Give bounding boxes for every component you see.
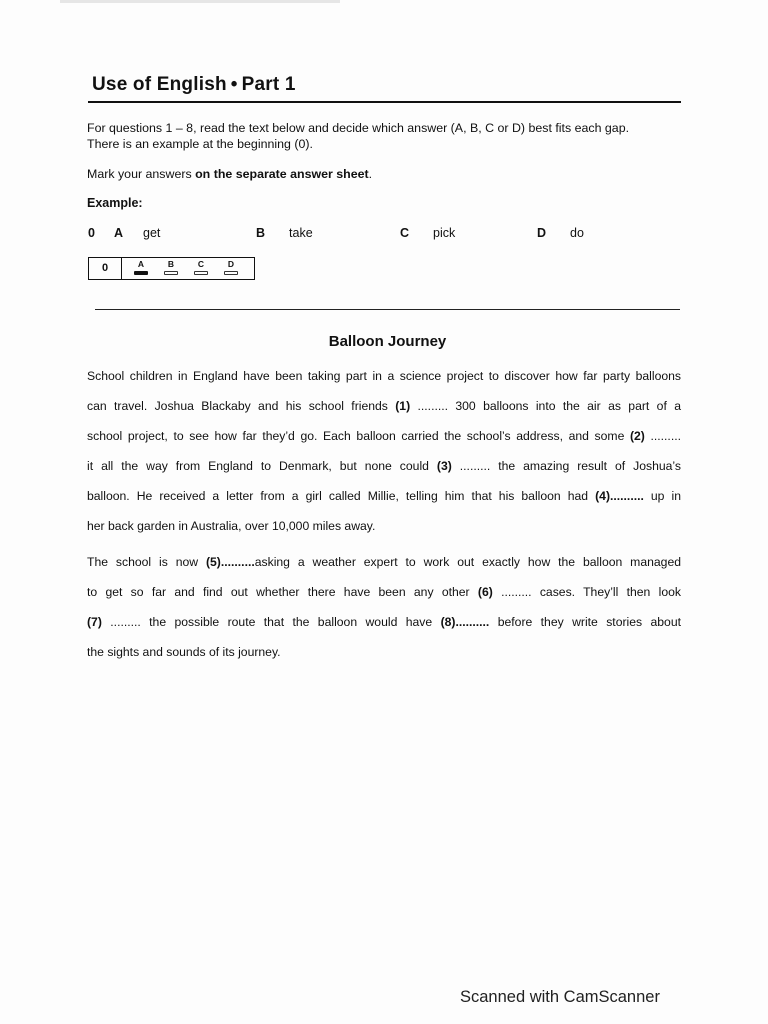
- example-answer-box: [88, 257, 255, 280]
- passage-line: it all the way from England to Denmark, but none could (3) ......... the amazing result of Joshua’s: [87, 459, 681, 473]
- mark-instruction: Mark your answers on the separate answer sheet.: [87, 167, 373, 181]
- heading-separator: •: [230, 74, 238, 95]
- example-option-c: C pick: [400, 226, 456, 240]
- answer-bubble-c: C: [193, 259, 209, 275]
- passage-line: to get so far and find out whether there have been any other (6) ......... cases. They’ll then look: [87, 585, 681, 599]
- passage-paragraph-1: [87, 361, 681, 541]
- gap-marker: (4)..........: [595, 489, 644, 503]
- passage-line: School children in England have been taking part in a science project to discover how far party balloons: [87, 369, 681, 383]
- example-option-d: D do: [537, 226, 584, 240]
- gap-marker: (8)..........: [440, 615, 490, 629]
- gap-marker: (2): [629, 429, 645, 443]
- instructions: [87, 120, 687, 152]
- section-heading: [92, 74, 296, 96]
- example-option-b: B take: [256, 226, 313, 240]
- passage-line: can travel. Joshua Blackaby and his school friends (1) ......... 300 balloons into the air as part of a: [87, 399, 681, 413]
- passage-line: (7) ......... the possible route that the balloon would have (8).......... before they write stories about: [87, 615, 681, 629]
- answer-bubble-d: D: [223, 259, 239, 275]
- heading-part: Part 1: [241, 74, 296, 95]
- heading-title: Use of English: [92, 74, 227, 95]
- passage-line: her back garden in Australia, over 10,000 miles away.: [87, 519, 376, 533]
- passage-title: Balloon Journey: [328, 333, 447, 350]
- passage-line: balloon. He received a letter from a girl called Millie, telling him that his balloon had (4).......... up in: [87, 489, 681, 503]
- section-divider: [95, 309, 680, 310]
- example-number: 0: [88, 226, 95, 240]
- example-label: Example:: [87, 196, 143, 210]
- scanner-watermark: Scanned with CamScanner: [460, 988, 660, 1006]
- gap-marker: (1): [395, 399, 411, 413]
- passage-paragraph-2: [87, 547, 681, 667]
- example-option-a: A get: [114, 226, 161, 240]
- gap-marker: (6): [477, 585, 493, 599]
- answer-box-number: 0: [89, 258, 122, 279]
- gap-marker: (7): [87, 615, 102, 629]
- instruction-line-1: For questions 1 – 8, read the text below and decide which answer (A, B, C or D) best fits each gap.: [87, 121, 630, 135]
- answer-bubble-a: A: [133, 259, 149, 275]
- gap-marker: (3): [436, 459, 452, 473]
- passage-line: The school is now (5)..........asking a weather expert to work out exactly how the balloon managed: [87, 555, 681, 569]
- answer-bubble-b: B: [163, 259, 179, 275]
- passage-line: school project, to see how far they’d go. Each balloon carried the school’s address, and some (2) .........: [87, 429, 681, 443]
- gap-marker: (5)..........: [205, 555, 255, 569]
- heading-rule: [88, 101, 681, 103]
- scan-edge: [60, 0, 340, 3]
- passage-line: the sights and sounds of its journey.: [87, 645, 281, 659]
- instruction-line-2: There is an example at the beginning (0).: [87, 137, 313, 151]
